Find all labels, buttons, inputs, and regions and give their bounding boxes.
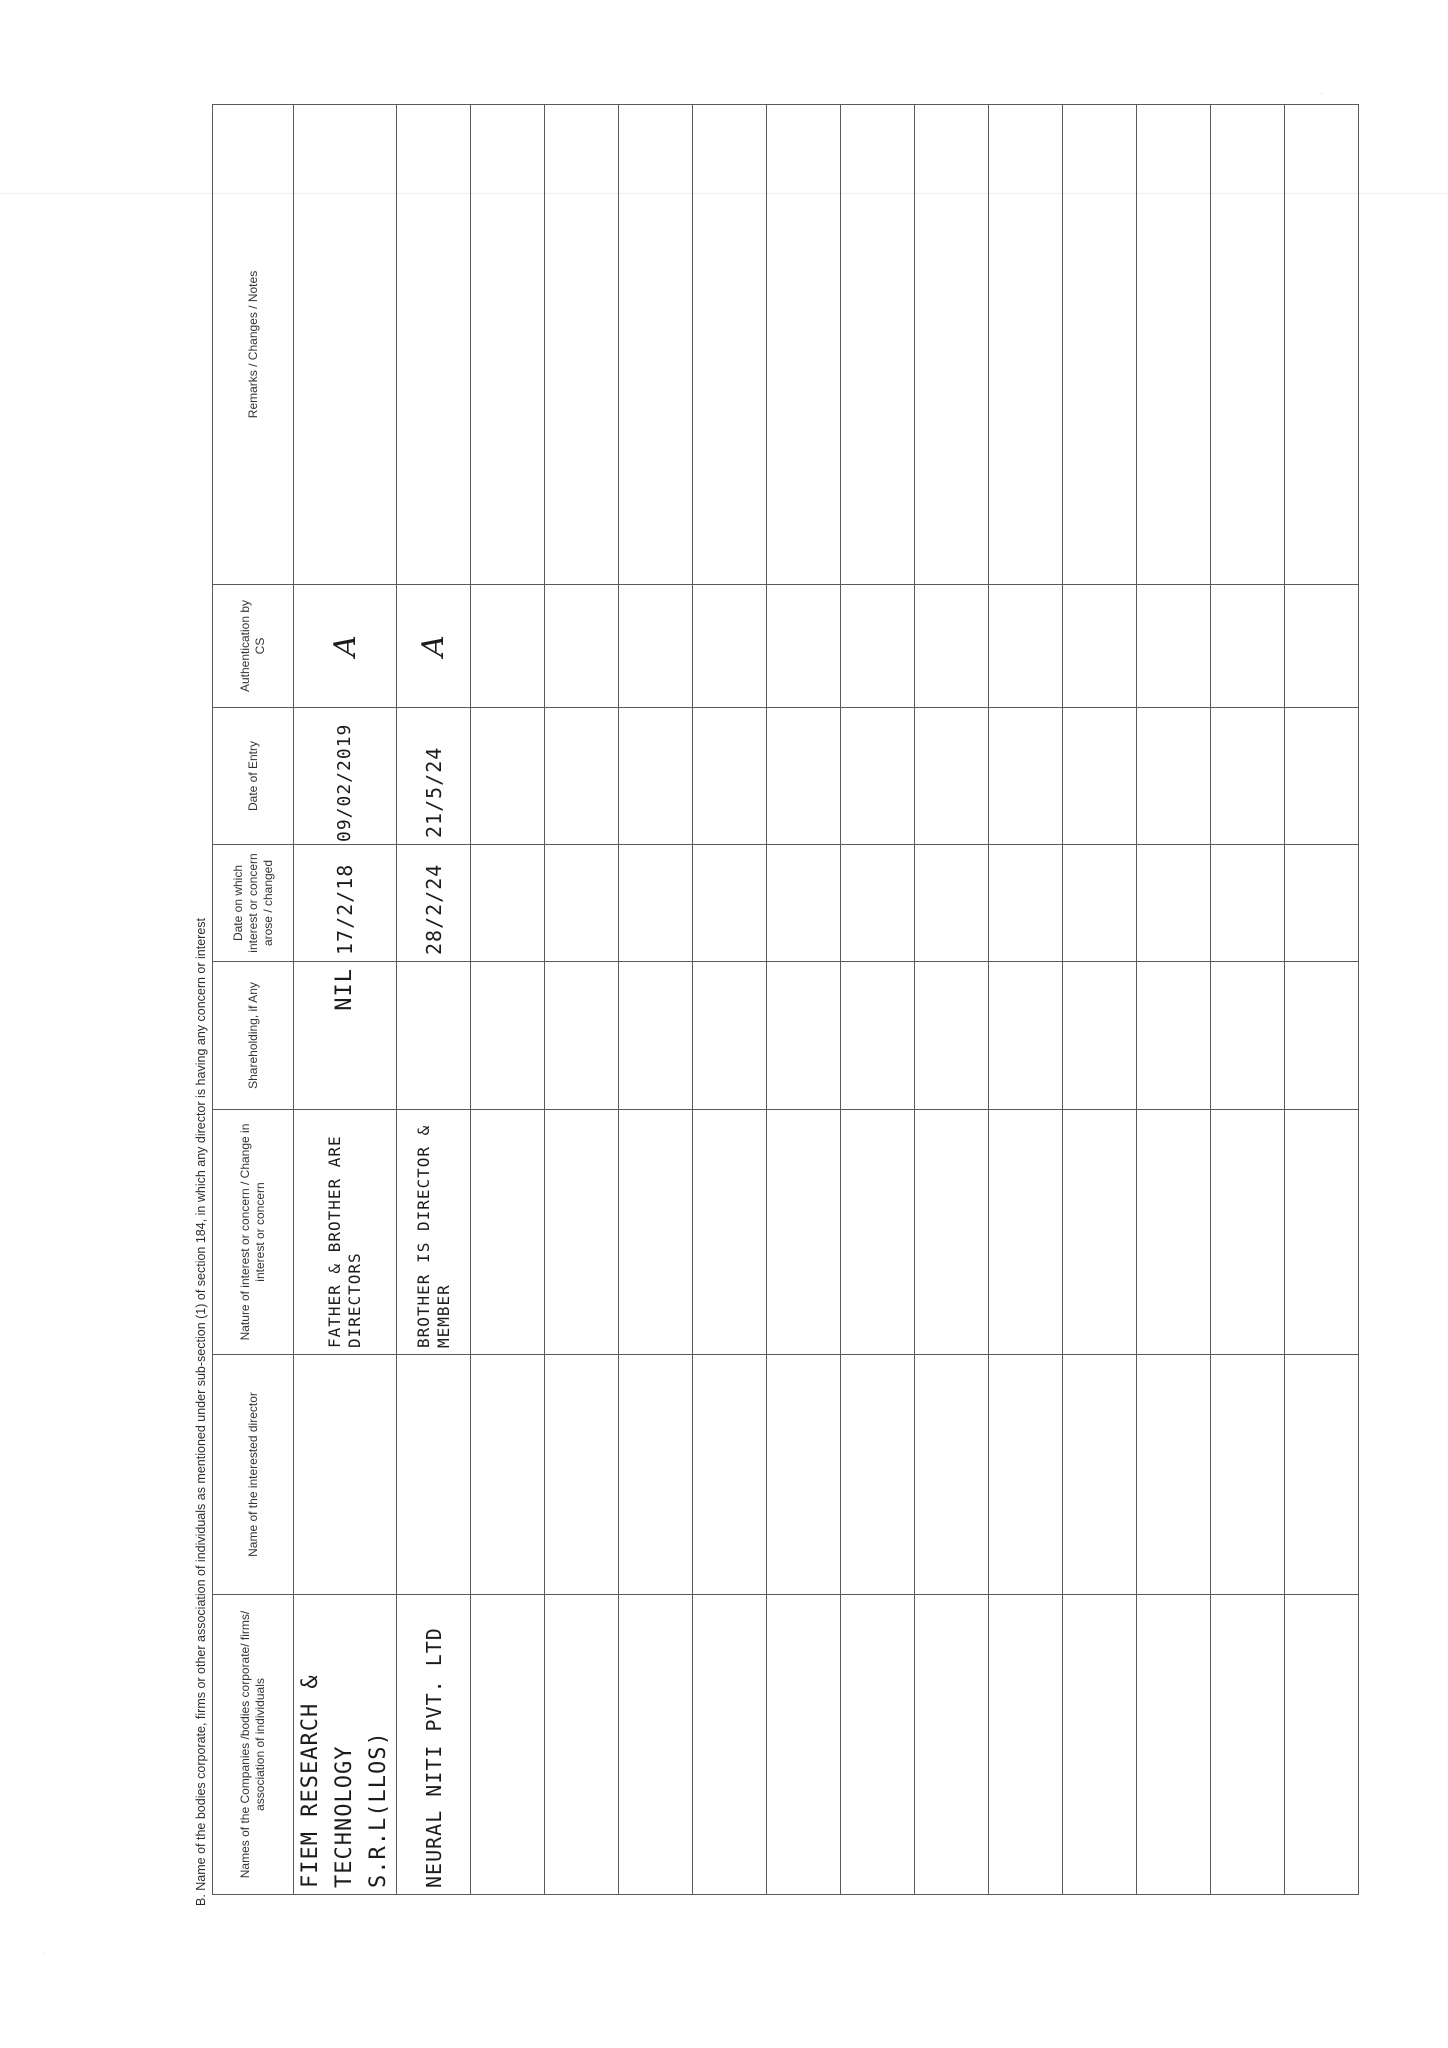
header-interested-director: Name of the interested director (213, 1355, 294, 1595)
empty-cell (915, 105, 989, 585)
empty-cell (1285, 585, 1359, 708)
empty-cell (471, 1355, 545, 1595)
section-caption: B. Name of the bodies corporate, firms or other association of individuals as mentioned under sub-section (1) of section 184, in which any director is having any concern or interest (194, 917, 208, 1906)
empty-cell (915, 1110, 989, 1355)
table-row (397, 105, 471, 1895)
empty-cell (1137, 962, 1211, 1110)
empty-cell (915, 962, 989, 1110)
empty-cell (1137, 708, 1211, 845)
cell-date-entry: 09/02/2019 (294, 708, 397, 845)
empty-cell (693, 105, 767, 585)
empty-cell (1285, 1355, 1359, 1595)
empty-cell (1285, 1110, 1359, 1355)
empty-cell (619, 585, 693, 708)
empty-cell (1285, 105, 1359, 585)
cell-date-arose: 28/2/24 (397, 845, 471, 962)
empty-cell (1063, 845, 1137, 962)
cell-director (294, 1355, 397, 1595)
empty-table-row (1211, 105, 1285, 1895)
empty-cell (1063, 708, 1137, 845)
empty-cell (767, 585, 841, 708)
empty-cell (989, 708, 1063, 845)
cell-date-arose: 17/2/18 (294, 845, 397, 962)
register-sheet (190, 105, 1276, 1906)
empty-cell (693, 845, 767, 962)
empty-cell (693, 708, 767, 845)
empty-cell (1063, 1355, 1137, 1595)
empty-cell (619, 962, 693, 1110)
empty-cell (989, 1110, 1063, 1355)
empty-cell (841, 708, 915, 845)
empty-cell (1137, 845, 1211, 962)
empty-cell (471, 105, 545, 585)
table-row (294, 105, 397, 1895)
cell-company: NEURAL NITI PVT. LTD (397, 1595, 471, 1895)
empty-cell (1137, 105, 1211, 585)
empty-cell (471, 585, 545, 708)
cell-company: FIEM RESEARCH & TECHNOLOGY S.R.L(LLOS) (294, 1595, 397, 1895)
empty-cell (1137, 1595, 1211, 1895)
empty-cell (841, 845, 915, 962)
cell-remarks (294, 105, 397, 585)
empty-cell (1211, 845, 1285, 962)
cell-authentication-signature: A (397, 585, 471, 708)
empty-cell (767, 962, 841, 1110)
empty-cell (841, 585, 915, 708)
header-shareholding: Shareholding, if Any (213, 962, 294, 1110)
empty-cell (841, 1595, 915, 1895)
header-date-of-entry: Date of Entry (213, 708, 294, 845)
empty-cell (1211, 1595, 1285, 1895)
empty-cell (1211, 585, 1285, 708)
empty-cell (1137, 1355, 1211, 1595)
empty-cell (545, 1110, 619, 1355)
empty-cell (693, 585, 767, 708)
interest-register-table (212, 104, 1359, 1895)
empty-cell (545, 962, 619, 1110)
empty-cell (989, 1595, 1063, 1895)
empty-table-row (545, 105, 619, 1895)
empty-cell (471, 962, 545, 1110)
empty-cell (767, 708, 841, 845)
empty-cell (915, 845, 989, 962)
scan-speck: · (42, 1948, 46, 1959)
header-nature-of-interest: Nature of interest or concern / Change in interest or concern (213, 1110, 294, 1355)
header-company-names: Names of the Companies /bodies corporate/ firms/ association of individuals (213, 1595, 294, 1895)
empty-cell (1211, 1355, 1285, 1595)
empty-table-row (1285, 105, 1359, 1895)
header-authentication: Authentication by CS (213, 585, 294, 708)
empty-cell (915, 1595, 989, 1895)
empty-cell (545, 585, 619, 708)
empty-cell (1063, 962, 1137, 1110)
empty-cell (767, 1595, 841, 1895)
empty-table-row (989, 105, 1063, 1895)
empty-cell (545, 1595, 619, 1895)
empty-cell (1285, 962, 1359, 1110)
cell-shareholding: NIL (294, 962, 397, 1110)
empty-table-row (471, 105, 545, 1895)
header-date-arose: Date on which interest or concern arose / changed (213, 845, 294, 962)
empty-cell (619, 105, 693, 585)
empty-cell (989, 105, 1063, 585)
empty-cell (1211, 1110, 1285, 1355)
empty-cell (693, 1110, 767, 1355)
empty-cell (471, 1595, 545, 1895)
empty-cell (989, 585, 1063, 708)
scan-speck: · (1320, 88, 1324, 99)
empty-cell (471, 845, 545, 962)
empty-cell (841, 105, 915, 585)
empty-cell (915, 1355, 989, 1595)
empty-table-row (767, 105, 841, 1895)
cell-nature: BROTHER IS DIRECTOR & MEMBER (397, 1110, 471, 1355)
header-remarks: Remarks / Changes / Notes (213, 105, 294, 585)
empty-cell (1211, 105, 1285, 585)
empty-cell (915, 708, 989, 845)
empty-cell (989, 962, 1063, 1110)
empty-cell (619, 1110, 693, 1355)
table-header-row (213, 105, 294, 1895)
cell-shareholding (397, 962, 471, 1110)
empty-table-row (1063, 105, 1137, 1895)
empty-table-row (693, 105, 767, 1895)
empty-cell (545, 1355, 619, 1595)
empty-cell (545, 708, 619, 845)
empty-cell (471, 1110, 545, 1355)
empty-cell (1285, 845, 1359, 962)
empty-cell (1063, 1595, 1137, 1895)
empty-cell (841, 1355, 915, 1595)
cell-authentication-signature: A (294, 585, 397, 708)
cell-date-entry: 21/5/24 (397, 708, 471, 845)
empty-cell (693, 962, 767, 1110)
empty-cell (1063, 1110, 1137, 1355)
empty-cell (1063, 105, 1137, 585)
empty-cell (1137, 585, 1211, 708)
empty-cell (767, 1110, 841, 1355)
empty-cell (841, 1110, 915, 1355)
empty-table-row (619, 105, 693, 1895)
empty-cell (693, 1595, 767, 1895)
empty-cell (693, 1355, 767, 1595)
empty-cell (1063, 585, 1137, 708)
empty-cell (1137, 1110, 1211, 1355)
empty-table-row (915, 105, 989, 1895)
empty-cell (767, 105, 841, 585)
empty-cell (767, 1355, 841, 1595)
empty-table-row (1137, 105, 1211, 1895)
empty-cell (1211, 708, 1285, 845)
empty-cell (619, 845, 693, 962)
cell-director (397, 1355, 471, 1595)
empty-cell (545, 105, 619, 585)
empty-cell (841, 962, 915, 1110)
cell-nature: FATHER & BROTHER ARE DIRECTORS (294, 1110, 397, 1355)
empty-cell (1285, 1595, 1359, 1895)
cell-remarks (397, 105, 471, 585)
empty-cell (545, 845, 619, 962)
empty-cell (1285, 708, 1359, 845)
empty-cell (1211, 962, 1285, 1110)
empty-cell (989, 1355, 1063, 1595)
empty-cell (471, 708, 545, 845)
empty-cell (619, 1355, 693, 1595)
empty-cell (619, 708, 693, 845)
empty-cell (989, 845, 1063, 962)
empty-cell (619, 1595, 693, 1895)
empty-table-row (841, 105, 915, 1895)
empty-cell (915, 585, 989, 708)
empty-cell (767, 845, 841, 962)
